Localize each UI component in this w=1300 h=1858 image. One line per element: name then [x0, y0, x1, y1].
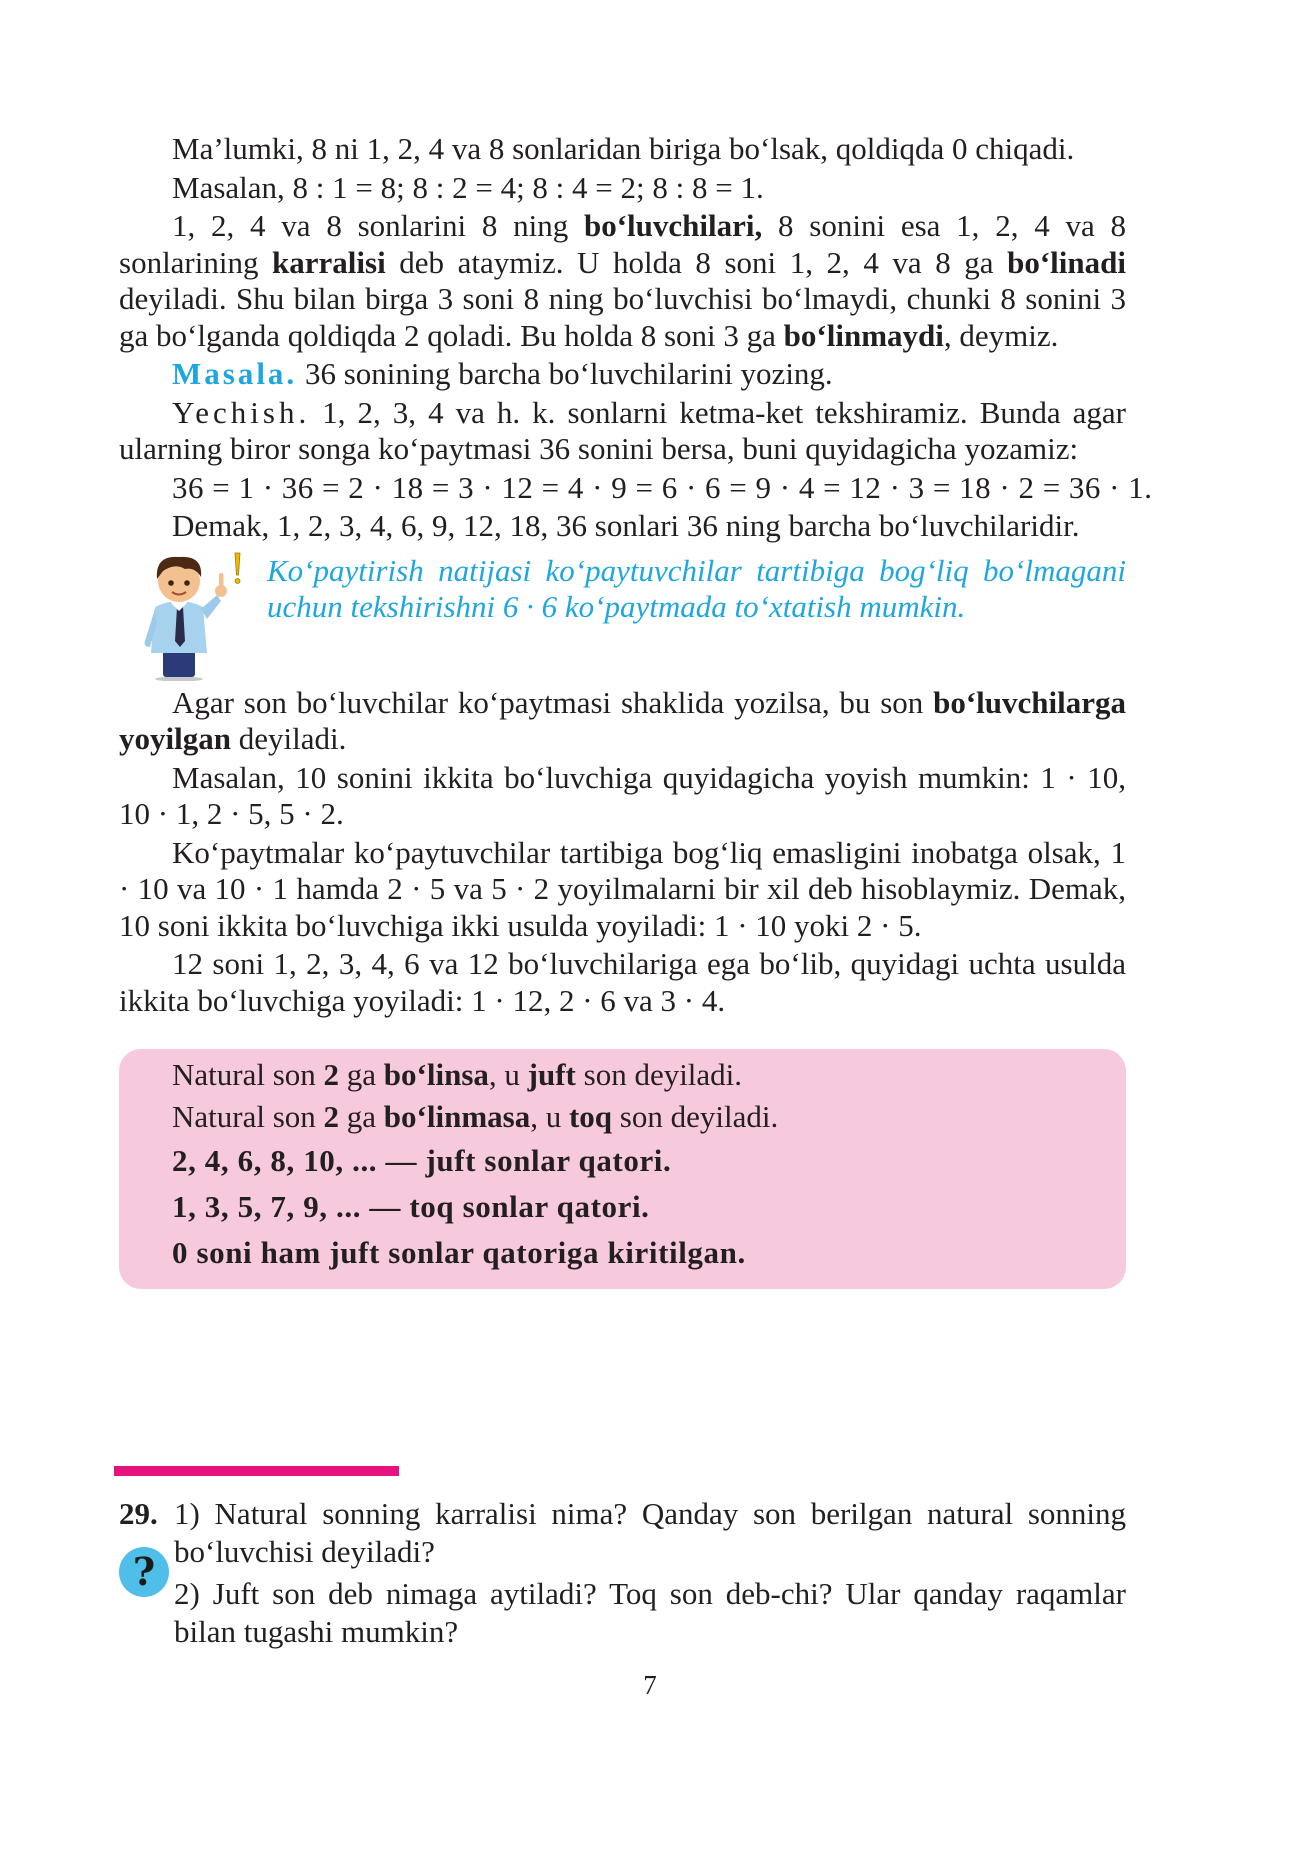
page-number: 7 — [643, 1670, 657, 1700]
paragraph-example-twelve: 12 soni 1, 2, 3, 4, 6 va 12 bo‘luvchilariga ega bo‘lib, quyidagi uchta usulda ikkita bo‘luvchiga yoyiladi: 1 · 12, 2 · 6 va 3 · 4. — [119, 946, 1126, 1018]
main-text — [119, 131, 1153, 1289]
paragraph-example-ten: Masalan, 10 sonini ikkita bo‘luvchiga quyidagicha yoyish mumkin: 1 · 10, 10 · 1, 2 · 5, 5 · 2. — [119, 759, 1126, 831]
rule-odd-series: 1, 3, 5, 7, 9, ... — toq sonlar qatori. — [172, 1189, 650, 1224]
term-divisors: bo‘luvchilari, — [583, 208, 763, 243]
solution-label: Yechish. — [172, 394, 311, 430]
question-part-2: 2) Juft son deb nimaga aytiladi? Toq son deb-chi? Ular qanday raqamlar bilan tugashi mumkin? — [174, 1576, 1126, 1649]
paragraph-example-division: Masalan, 8 : 1 = 8; 8 : 2 = 4; 8 : 4 = 2; 8 : 8 = 1. — [172, 169, 764, 205]
problem-label: Masala. — [172, 356, 298, 391]
hint-text: Ko‘paytirish natijasi ko‘paytuvchilar tartibiga bog‘liq bo‘lmagani uchun tekshirishni 6 · 6 ko‘paytmada to‘xtatish mumkin. — [267, 552, 1126, 624]
problem-statement: Masala. 36 sonining barcha bo‘luvchilarini yozing. — [172, 356, 833, 391]
paragraph-conclusion: Demak, 1, 2, 3, 4, 6, 9, 12, 18, 36 sonlari 36 ning barcha bo‘luvchilaridir. — [172, 508, 1080, 543]
paragraph-intro: Ma’lumki, 8 ni 1, 2, 4 va 8 sonlaridan biriga bo‘lsak, qoldiqda 0 chiqadi. — [172, 131, 1075, 166]
paragraph-commutativity: Ko‘paytmalar ko‘paytuvchilar tartibiga bog‘liq emasligini inobatga olsak, 1 · 10 va 10 · 1 hamda 2 · 5 va 5 · 2 yoyilmalarni bir xil deb hisoblaymiz. Demak, 10 soni ikkita bo‘luvchiga ikki usulda yoyiladi: 1 · 10 yoki 2 · 5. — [119, 834, 1126, 943]
rule-box — [119, 1049, 1126, 1289]
paragraph-divisors-definition: 1, 2, 4 va 8 sonlarini 8 ning bo‘luvchilari, 8 sonini esa 1, 2, 4 va 8 sonlarining karralisi deb ataymiz. U holda 8 soni 1, 2, 4 va 8 ga bo‘linadi deyiladi. Shu bilan birga 3 soni 8 ning bo‘luvchisi bo‘lmaydi, chunki 8 sonini 3 ga bo‘lganda qoldiqda 2 qoladi. Bu holda 8 soni 3 ga bo‘linmaydi, deymiz. — [119, 208, 1126, 353]
rule-zero-even: 0 soni ham juft sonlar qatoriga kiritilgan. — [172, 1235, 746, 1270]
term-divisible: bo‘linadi — [1007, 244, 1126, 280]
solution-paragraph: Yechish. 1, 2, 3, 4 va h. k. sonlarni ketma-ket tekshiramiz. Bunda agar ularning biror songa ko‘paytmasi 36 sonini bersa, buni quyidagicha yozamiz: — [119, 394, 1126, 466]
term-expanded-into-divisors: bo‘luvchilarga yoyilgan — [119, 684, 1126, 756]
question-mark-icon: ? — [119, 1547, 169, 1597]
section-divider — [114, 1466, 399, 1476]
term-not-divisible: bo‘linmaydi — [783, 317, 944, 353]
rule-even-series: 2, 4, 6, 8, 10, ... — juft sonlar qatori. — [172, 1143, 672, 1178]
question-part-1: 1) Natural sonning karralisi nima? Qanday son berilgan natural sonning bo‘luvchisi deyiladi? — [174, 1496, 1126, 1569]
rule-odd-definition: Natural son 2 ga bo‘linmasa, u toq son deyiladi. — [172, 1099, 779, 1134]
paragraph-expanded-definition: Agar son bo‘luvchilar ko‘paytmasi shaklida yozilsa, bu son bo‘luvchilarga yoyilgan deyiladi. — [119, 684, 1126, 756]
question-body — [174, 1495, 1126, 1651]
factorization-equation: 36 = 1 · 36 = 2 · 18 = 3 · 12 = 4 · 9 = 6 · 6 = 9 · 4 = 12 · 3 = 18 · 2 = 36 · 1. — [172, 469, 1153, 505]
term-multiple: karralisi — [272, 244, 386, 280]
question-29 — [119, 1495, 1126, 1655]
schoolboy-illustration — [141, 545, 251, 681]
rule-even-definition: Natural son 2 ga bo‘linsa, u juft son deyiladi. — [172, 1057, 743, 1092]
question-number: 29. — [119, 1496, 158, 1531]
hint-block — [119, 553, 1126, 681]
